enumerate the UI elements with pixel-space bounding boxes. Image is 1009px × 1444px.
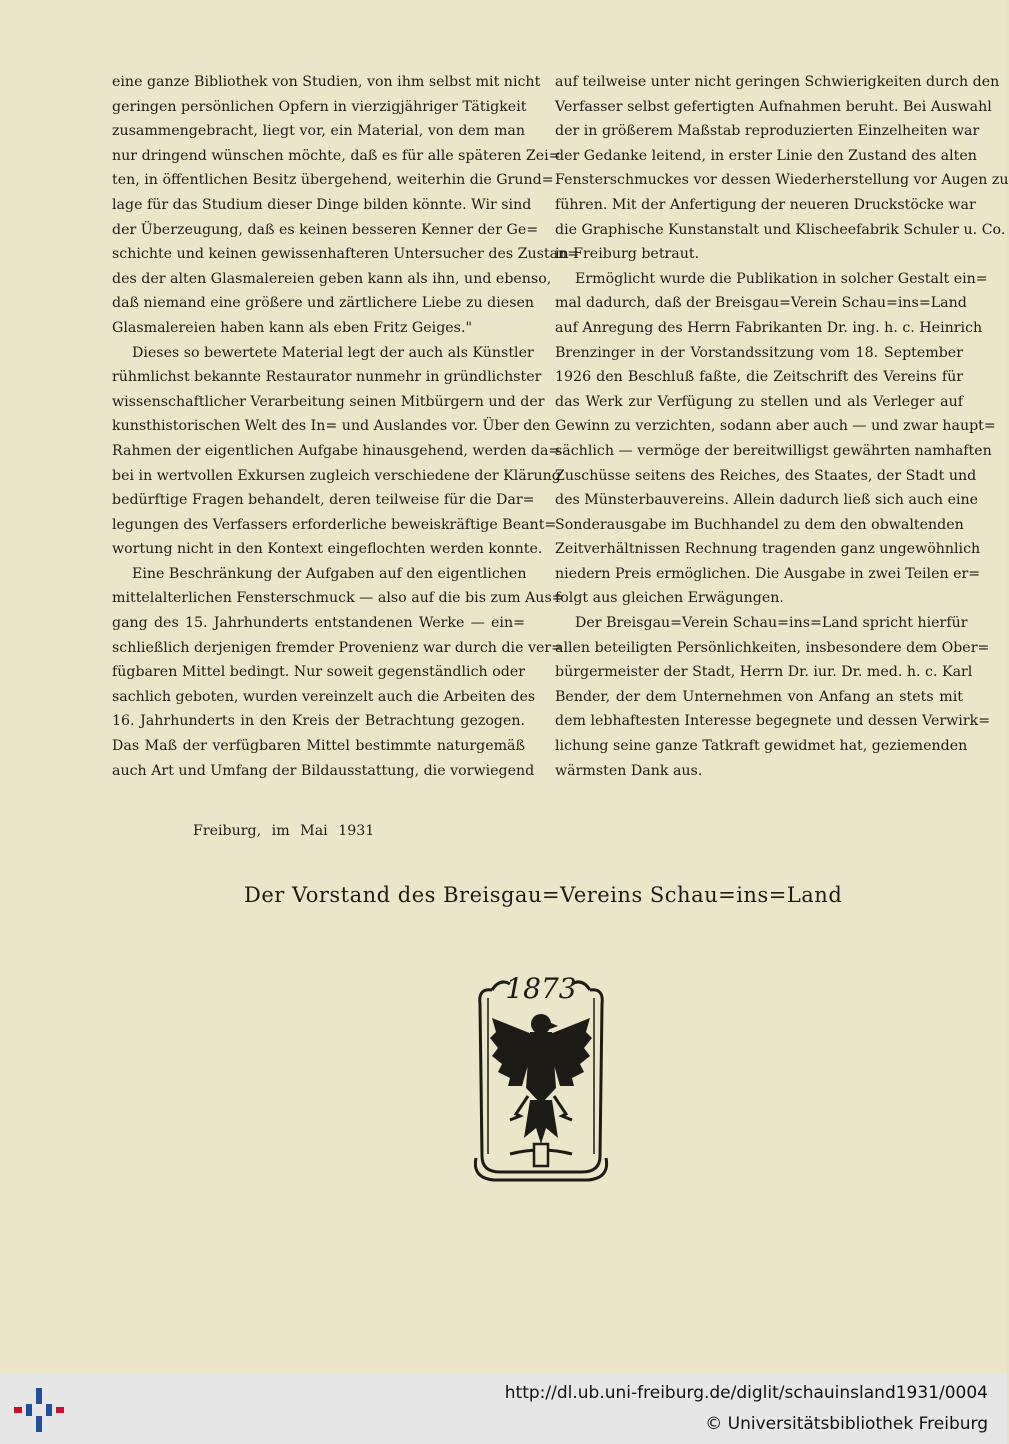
text-line: schließlich derjenigen fremder Provenienz war durch die ver= xyxy=(112,639,564,656)
left-text-column xyxy=(112,70,580,783)
text-line: Das Maß der verfügbaren Mittel bestimmte naturgemäß xyxy=(112,738,525,755)
text-line: sächlich — vermöge der bereitwilligst gewährten namhaften xyxy=(555,442,992,459)
text-line: des Münsterbauvereins. Allein dadurch ließ sich auch eine xyxy=(555,492,979,509)
text-line: des der alten Glasmalereien geben kann als ihn, und ebenso, xyxy=(112,270,552,287)
text-line: auf Anregung des Herrn Fabrikanten Dr. ing. h. c. Heinrich xyxy=(555,319,983,336)
text-line: legungen des Verfassers erforderliche beweiskräftige Beant= xyxy=(112,516,557,533)
text-line: Glasmalereien haben kann als eben Fritz Geiges." xyxy=(112,319,472,336)
text-line: auch Art und Umfang der Bildausstattung, die vorwiegend xyxy=(112,762,535,779)
text-line: ten, in öffentlichen Besitz übergehend, weiterhin die Grund= xyxy=(112,172,554,189)
text-line: mittelalterlichen Fensterschmuck — also auf die bis zum Aus= xyxy=(112,590,564,607)
crest-year: 1873 xyxy=(505,972,577,1005)
text-line: der Gedanke leitend, in erster Linie den Zustand des alten xyxy=(555,147,977,164)
text-line: niedern Preis ermöglichen. Die Ausgabe in zwei Teilen er= xyxy=(555,565,981,582)
text-line: dem lebhaftesten Interesse begegnete und dessen Verwirk= xyxy=(555,713,991,730)
text-line: kunsthistorischen Welt des In= und Auslandes vor. Über den xyxy=(112,418,550,435)
text-line: in Freiburg betraut. xyxy=(555,246,700,263)
text-line: Dieses so bewertete Material legt der auch als Künstler xyxy=(132,344,534,361)
text-line: 1926 den Beschluß faßte, die Zeitschrift des Vereins für xyxy=(555,369,963,386)
eagle-crest-emblem xyxy=(470,968,612,1184)
text-line: der Überzeugung, daß es keinen besseren Kenner der Ge= xyxy=(112,221,539,238)
text-line: bürgermeister der Stadt, Herrn Dr. iur. Dr. med. h. c. Karl xyxy=(555,664,973,681)
text-line: Verfasser selbst gefertigten Aufnahmen beruht. Bei Auswahl xyxy=(555,98,992,115)
text-line: allen beteiligten Persönlichkeiten, insbesondere dem Ober= xyxy=(555,639,990,656)
text-line: zusammengebracht, liegt vor, ein Material, von dem man xyxy=(112,123,525,140)
text-line: eine ganze Bibliothek von Studien, von ihm selbst mit nicht xyxy=(112,74,541,90)
text-line: daß niemand eine größere und zärtlichere Liebe zu diesen xyxy=(112,295,535,312)
text-line: Zuschüsse seitens des Reiches, des Staates, der Stadt und xyxy=(555,467,977,484)
text-line: Sonderausgabe im Buchhandel zu dem den obwaltenden xyxy=(555,516,964,533)
text-line: lage für das Studium dieser Dinge bilden könnte. Wir sind xyxy=(112,196,532,213)
text-line: auf teilweise unter nicht geringen Schwierigkeiten durch den xyxy=(555,74,1000,90)
text-line: schichte und keinen gewissenhafteren Untersucher des Zustan= xyxy=(112,246,580,263)
library-footer xyxy=(0,1374,1007,1444)
text-line: fügbaren Mittel bedingt. Nur soweit gegenständlich oder xyxy=(112,664,525,681)
text-line: Ermöglicht wurde die Publikation in solcher Gestalt ein= xyxy=(575,270,988,287)
text-line: lichung seine ganze Tatkraft gewidmet hat, geziemenden xyxy=(555,738,968,755)
text-line: bedürftige Fragen behandelt, deren teilweise für die Dar= xyxy=(112,492,535,509)
board-signature: Der Vorstand des Breisgau=Vereins Schau=ins=Land xyxy=(244,883,843,907)
text-line: gang des 15. Jahrhunderts entstandenen Werke — ein= xyxy=(112,615,525,632)
text-line: mal dadurch, daß der Breisgau=Verein Schau=ins=Land xyxy=(555,295,967,312)
text-line: Fensterschmuckes vor dessen Wiederherstellung vor Augen zu xyxy=(555,172,1009,189)
text-line: geringen persönlichen Opfern in vierzigjähriger Tätigkeit xyxy=(112,98,527,115)
library-logo-icon xyxy=(14,1386,64,1434)
text-line: wortung nicht in den Kontext eingeflochten werden konnte. xyxy=(112,541,543,558)
text-line: nur dringend wünschen möchte, daß es für alle späteren Zei= xyxy=(112,147,561,164)
right-text-column xyxy=(555,70,1009,783)
text-line: wissenschaftlicher Verarbeitung seinen Mitbürgern und der xyxy=(112,393,545,410)
source-url-link[interactable]: http://dl.ub.uni-freiburg.de/diglit/schauinsland1931/0004 xyxy=(504,1383,988,1403)
text-line: rühmlichst bekannte Restaurator nunmehr in gründlichster xyxy=(112,369,542,386)
text-line: Bender, der dem Unternehmen von Anfang an stets mit xyxy=(555,688,963,705)
text-line: 16. Jahrhunderts in den Kreis der Betrachtung gezogen. xyxy=(112,713,525,730)
text-line: bei in wertvollen Exkursen zugleich verschiedene der Klärung xyxy=(112,467,561,484)
text-line: Rahmen der eigentlichen Aufgabe hinausgehend, werden da= xyxy=(112,442,561,459)
text-line: Gewinn zu verzichten, sodann aber auch — und zwar haupt= xyxy=(555,418,996,435)
text-line: folgt aus gleichen Erwägungen. xyxy=(555,590,784,607)
text-line: wärmsten Dank aus. xyxy=(555,762,703,779)
text-line: Zeitverhältnissen Rechnung tragenden ganz ungewöhnlich xyxy=(555,541,981,558)
text-line: Eine Beschränkung der Aufgaben auf den eigentlichen xyxy=(132,565,527,582)
text-line: die Graphische Kunstanstalt und Klischeefabrik Schuler u. Co. xyxy=(555,221,1006,238)
dateline: Freiburg, im Mai 1931 xyxy=(193,823,375,839)
text-line: Der Breisgau=Verein Schau=ins=Land spricht hierfür xyxy=(575,615,968,632)
text-line: sachlich geboten, wurden vereinzelt auch die Arbeiten des xyxy=(112,688,536,705)
text-line: der in größerem Maßstab reproduzierten Einzelheiten war xyxy=(555,123,980,140)
copyright-notice: © Universitätsbibliothek Freiburg xyxy=(705,1414,988,1434)
text-line: führen. Mit der Anfertigung der neueren Druckstöcke war xyxy=(555,196,976,213)
text-line: Brenzinger in der Vorstandssitzung vom 18. September xyxy=(555,344,963,361)
text-line: das Werk zur Verfügung zu stellen und als Verleger auf xyxy=(555,393,963,410)
